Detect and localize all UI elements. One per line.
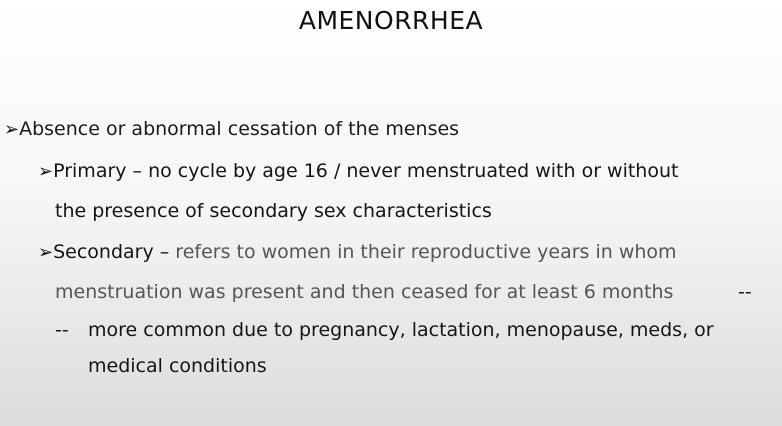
bullet-secondary-line4: medical conditions — [88, 355, 267, 377]
bullet-secondary — [38, 242, 677, 263]
bullet-secondary-line1: refers to women in their reproductive years in whom — [175, 241, 677, 263]
bullet-main-text: Absence or abnormal cessation of the menses — [19, 118, 460, 140]
bullet-secondary-line2-dashes: -- — [738, 281, 752, 303]
bullet-secondary-line3-dashes: -- — [55, 319, 69, 341]
bullet-secondary-heading: Secondary – — [53, 241, 176, 263]
bullet-primary — [38, 161, 678, 182]
bullet-secondary-line2: menstruation was present and then ceased for at least 6 months — [55, 281, 674, 303]
arrow-bullet-icon: ➢ — [38, 242, 54, 263]
bullet-primary-line1: Primary – no cycle by age 16 / never menstruated with or without — [53, 160, 679, 182]
slide-title: AMENORRHEA — [298, 6, 484, 35]
bullet-primary-line2: the presence of secondary sex characteristics — [55, 200, 492, 222]
arrow-bullet-icon: ➢ — [38, 161, 54, 182]
bullet-main — [4, 119, 459, 140]
bullet-secondary-line3: more common due to pregnancy, lactation, menopause, meds, or — [88, 319, 714, 341]
arrow-bullet-icon: ➢ — [4, 119, 20, 140]
